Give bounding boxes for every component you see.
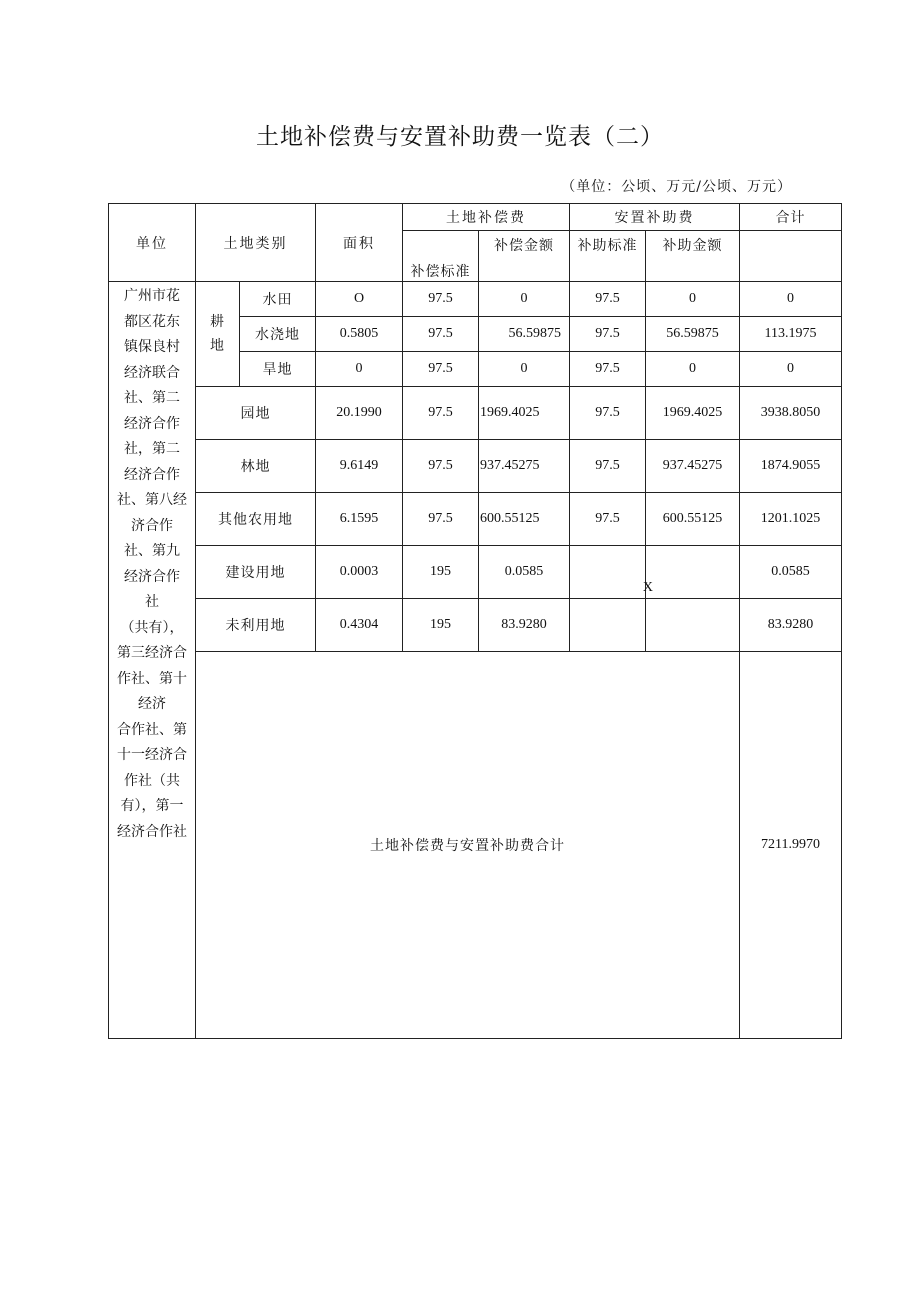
unit-line: 经济联合 bbox=[124, 364, 180, 381]
comp-standard: 97.5 bbox=[403, 317, 479, 352]
comp-amount: 56.59875 bbox=[479, 317, 570, 352]
row-total: 3938.8050 bbox=[740, 387, 842, 440]
subsidy-amount: 600.55125 bbox=[646, 493, 740, 546]
unit-line: 社、第八经 bbox=[117, 492, 187, 508]
header-resettlement-subsidy: 安置补助费 bbox=[570, 204, 740, 231]
unit-line: 社、第二 bbox=[124, 390, 180, 406]
area-value: 9.6149 bbox=[316, 440, 403, 493]
subsidy-amount: 937.45275 bbox=[646, 440, 740, 493]
subsidy-standard bbox=[570, 599, 646, 652]
subsidy-amount: 0 bbox=[646, 282, 740, 317]
subsidy-amount: 0 bbox=[646, 352, 740, 387]
unit-line: 社 bbox=[145, 594, 159, 610]
comp-amount: 83.9280 bbox=[479, 599, 570, 652]
row-total: 0 bbox=[740, 282, 842, 317]
area-value: 0.4304 bbox=[316, 599, 403, 652]
summary-label: 土地补偿费与安置补助费合计 bbox=[196, 652, 740, 1039]
subsidy-amount: 56.59875 bbox=[646, 317, 740, 352]
subsidy-standard: 97.5 bbox=[570, 317, 646, 352]
summary-total: 7211.9970 bbox=[740, 652, 842, 1039]
comp-amount: 937.45275 bbox=[479, 440, 570, 493]
area-value: 6.1595 bbox=[316, 493, 403, 546]
comp-standard: 97.5 bbox=[403, 387, 479, 440]
subsidy-standard-cell bbox=[570, 546, 653, 599]
unit-line: 镇保良村 bbox=[124, 339, 180, 355]
area-value: 0.0003 bbox=[316, 546, 403, 599]
comp-standard: 195 bbox=[403, 599, 479, 652]
unit-line: 第三经济合 bbox=[117, 645, 187, 661]
comp-standard: 97.5 bbox=[403, 352, 479, 387]
area-value: 0 bbox=[316, 352, 403, 387]
area-value: 20.1990 bbox=[316, 387, 403, 440]
unit-name-cell bbox=[109, 282, 196, 1039]
comp-standard: 195 bbox=[403, 546, 479, 599]
land-type: 未利用地 bbox=[196, 599, 316, 652]
area-value: 0.5805 bbox=[316, 317, 403, 352]
unit-line: 有），第一 bbox=[120, 798, 184, 814]
header-comp-standard: 补偿标准 bbox=[403, 231, 479, 282]
land-type: 建设用地 bbox=[196, 546, 316, 599]
unit-line: 广州市花 bbox=[124, 288, 180, 304]
unit-line: 经济 bbox=[138, 696, 166, 712]
header-land-compensation: 土地补偿费 bbox=[403, 204, 570, 231]
subsidy-standard: 97.5 bbox=[570, 440, 646, 493]
header-subsidy-standard: 补助标准 bbox=[570, 231, 646, 282]
header-land-type: 土地类别 bbox=[196, 204, 316, 282]
land-type: 园地 bbox=[196, 387, 316, 440]
unit-line: 都区花东 bbox=[124, 313, 180, 330]
row-total: 1874.9055 bbox=[740, 440, 842, 493]
row-total: 0.0585 bbox=[740, 546, 842, 599]
unit-line: 经济合作 bbox=[124, 466, 180, 483]
land-type: 水田 bbox=[240, 282, 316, 317]
row-total: 0 bbox=[740, 352, 842, 387]
comp-standard: 97.5 bbox=[403, 282, 479, 317]
comp-amount: 0.0585 bbox=[479, 546, 570, 599]
unit-line: （共有）， bbox=[120, 619, 184, 636]
subsidy-standard: 97.5 bbox=[570, 387, 646, 440]
land-type: 水浇地 bbox=[240, 317, 316, 352]
cultivated-label-1: 耕 bbox=[210, 314, 225, 330]
cultivated-label-2: 地 bbox=[210, 338, 225, 354]
area-value: O bbox=[316, 282, 403, 317]
unit-line: 作社、第十 bbox=[117, 670, 187, 687]
subsidy-standard: 97.5 bbox=[570, 352, 646, 387]
unit-line: 社、第九 bbox=[124, 543, 180, 559]
unit-line: 作社（共 bbox=[124, 772, 180, 789]
compensation-table bbox=[108, 203, 842, 1039]
header-comp-amount: 补偿金额 bbox=[479, 231, 570, 282]
comp-amount: 600.55125 bbox=[479, 493, 570, 546]
row-total: 113.1975 bbox=[740, 317, 842, 352]
unit-line: 经济合作 bbox=[124, 568, 180, 585]
row-total: 1201.1025 bbox=[740, 493, 842, 546]
row-total: 83.9280 bbox=[740, 599, 842, 652]
header-total-blank bbox=[740, 231, 842, 282]
comp-amount: 1969.4025 bbox=[479, 387, 570, 440]
comp-standard: 97.5 bbox=[403, 440, 479, 493]
unit-line: 济合作 bbox=[131, 517, 173, 534]
subsidy-amount bbox=[646, 599, 740, 652]
unit-line: 经济合作 bbox=[124, 415, 180, 432]
unit-line: 社，第二 bbox=[124, 441, 180, 457]
land-type: 林地 bbox=[196, 440, 316, 493]
subsidy-standard: X bbox=[642, 580, 653, 595]
header-total: 合计 bbox=[740, 204, 842, 231]
subsidy-standard: 97.5 bbox=[570, 493, 646, 546]
comp-amount: 0 bbox=[479, 282, 570, 317]
land-type: 其他农用地 bbox=[196, 493, 316, 546]
subsidy-amount: 1969.4025 bbox=[646, 387, 740, 440]
subsidy-standard: 97.5 bbox=[570, 282, 646, 317]
unit-note: （单位：公顷、万元/公顷、万元） bbox=[561, 179, 792, 195]
comp-standard: 97.5 bbox=[403, 493, 479, 546]
comp-amount: 0 bbox=[479, 352, 570, 387]
header-area: 面积 bbox=[316, 204, 403, 282]
unit-line: 十一经济合 bbox=[117, 747, 187, 763]
header-unit: 单位 bbox=[109, 204, 196, 282]
land-type: 旱地 bbox=[240, 352, 316, 387]
header-subsidy-amount: 补助金额 bbox=[646, 231, 740, 282]
subsidy-amount bbox=[646, 546, 740, 599]
unit-line: 经济合作社 bbox=[117, 823, 187, 840]
page-title: 土地补偿费与安置补助费一览表（二） bbox=[256, 124, 664, 150]
cultivated-land-label bbox=[196, 282, 240, 387]
unit-line: 合作社、第 bbox=[117, 721, 187, 738]
